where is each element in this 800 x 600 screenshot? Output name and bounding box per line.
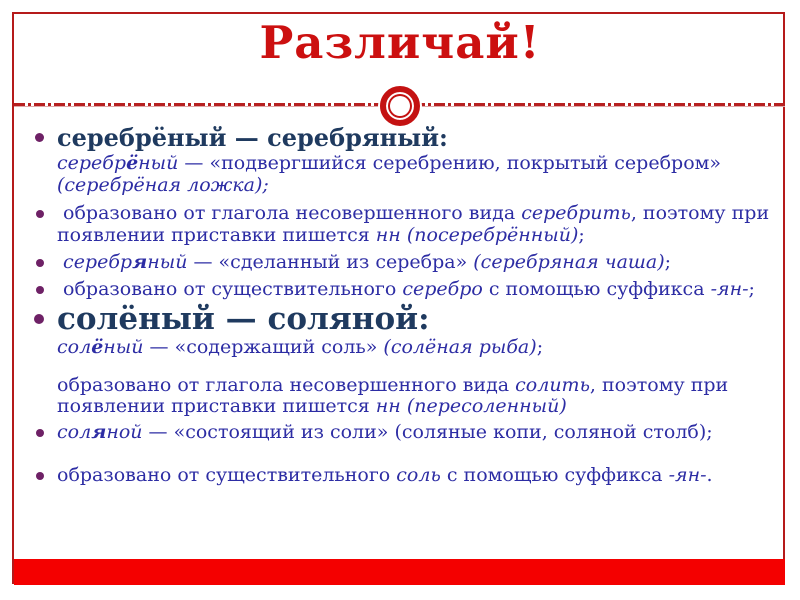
text-segment: образовано от существительного	[57, 464, 397, 486]
text-segment: ё	[126, 152, 139, 174]
text-segment: нн	[375, 395, 401, 417]
bullet-item	[57, 422, 774, 444]
text-segment: .	[706, 464, 713, 486]
text-segment: (серебрёная ложка);	[57, 173, 269, 196]
text-segment: образовано от существительного	[57, 277, 403, 300]
text-segment: (пересоленный)	[406, 395, 567, 417]
text-segment: сол	[57, 420, 92, 443]
slide-title: Различай!	[259, 16, 541, 69]
bullet-item	[57, 465, 774, 487]
text-segment: образовано от глагола несовершенного вида	[57, 373, 516, 396]
text-segment: серебрить	[521, 202, 631, 224]
text-segment: серебр	[57, 152, 127, 174]
text-segment: образовано от глагола несовершенного вида	[57, 202, 522, 224]
text-segment: (серебряная чаша)	[473, 251, 665, 273]
text-segment: я	[132, 251, 148, 273]
bullet-item	[57, 252, 774, 274]
text-segment: серебро	[402, 277, 483, 300]
content-area	[0, 120, 800, 487]
text-segment: сол	[57, 336, 92, 358]
text-segment: -ян-	[710, 277, 749, 300]
text-segment: с помощью суффикса	[482, 277, 711, 300]
bullet-item	[57, 279, 774, 301]
bullet-marker	[36, 472, 44, 480]
text-segment: серебрёный — серебряный:	[57, 123, 448, 152]
text-segment: с помощью суффикса	[440, 464, 669, 486]
text-segment: солить	[515, 373, 590, 396]
text-segment: — «подвергшийся серебрению, покрытый серебром»	[178, 152, 728, 174]
bullet-marker	[36, 286, 44, 294]
text-segment: ;	[664, 251, 672, 273]
text-segment: (посеребрённый)	[406, 223, 579, 246]
bullet-item	[57, 302, 774, 336]
text-segment: нн	[375, 223, 401, 246]
text-segment: — «содержащий соль»	[143, 336, 384, 358]
text-segment: -ян-	[668, 464, 707, 486]
bullet-marker	[34, 314, 44, 324]
text-paragraph	[57, 375, 774, 418]
text-segment: ;	[748, 277, 755, 300]
bullet-marker	[36, 259, 44, 267]
text-segment: появлении приставки пишется	[57, 223, 376, 246]
text-segment: ё	[91, 336, 104, 358]
text-segment: соль	[396, 464, 441, 486]
text-segment: ной	[106, 420, 143, 443]
text-segment: ный	[147, 251, 188, 273]
text-paragraph	[57, 337, 774, 359]
text-paragraph	[57, 153, 774, 196]
text-segment: , поэтому при	[589, 373, 735, 396]
text-segment: появлении приставки пишется	[57, 395, 376, 417]
bullet-marker	[36, 210, 44, 218]
text-segment: солёный — соляной:	[57, 301, 430, 337]
text-segment: ный	[138, 152, 179, 174]
text-segment: — «сделанный из серебра»	[187, 251, 474, 273]
bottom-red-bar	[14, 559, 785, 585]
text-segment: ;	[536, 336, 544, 358]
bullet-item	[57, 124, 774, 151]
text-segment: серебр	[63, 251, 133, 273]
text-segment: я	[91, 420, 107, 443]
bullet-item	[57, 203, 774, 246]
bullet-marker	[36, 429, 44, 437]
bullet-marker	[35, 133, 44, 142]
text-segment: — «состоящий из соли» (соляные копи, соляной столб);	[142, 420, 713, 443]
text-segment: ;	[578, 223, 585, 246]
text-segment: ный	[103, 336, 144, 358]
text-segment: (солёная рыба)	[383, 336, 537, 358]
text-segment: , поэтому при	[630, 202, 776, 224]
